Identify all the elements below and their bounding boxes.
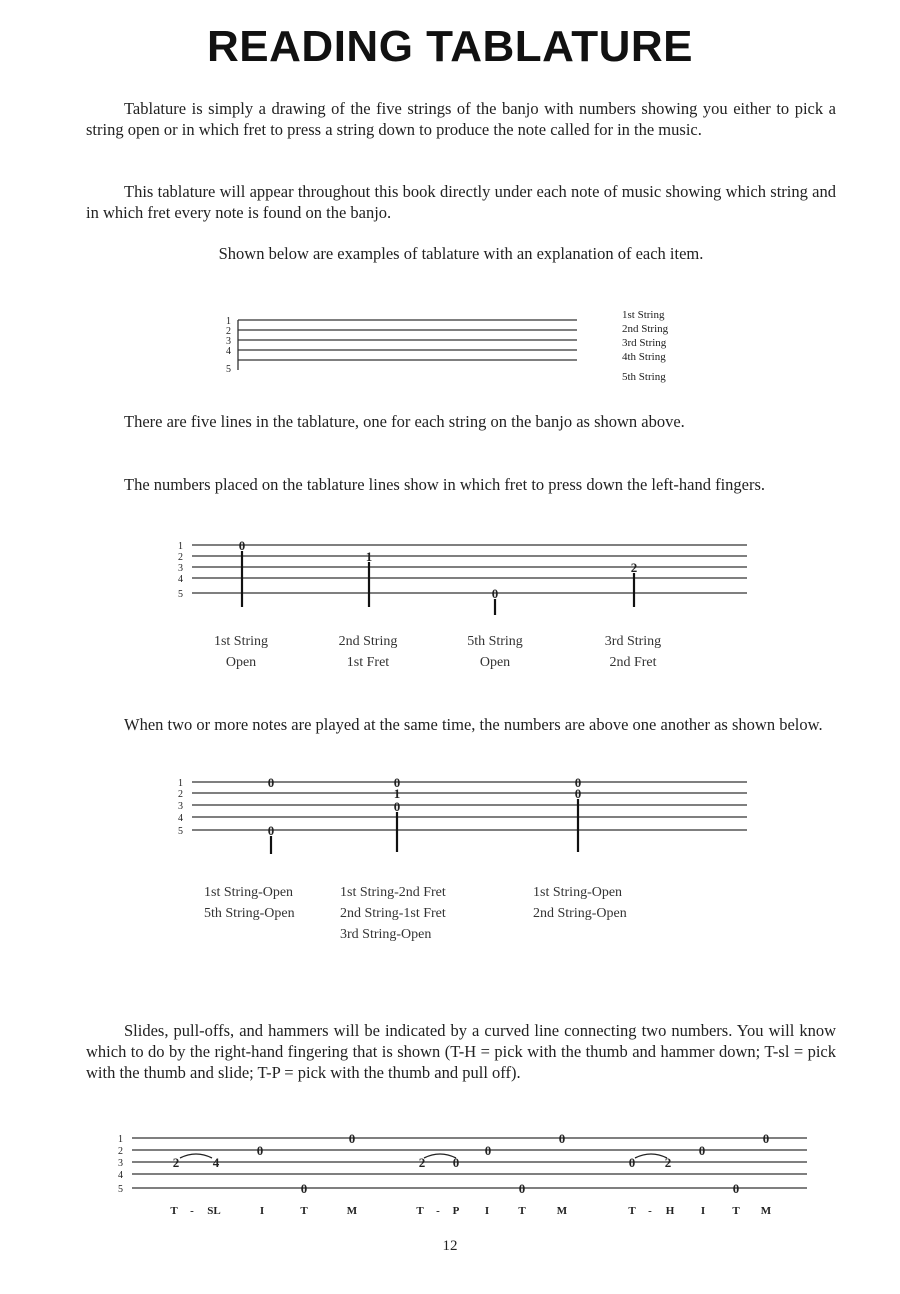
tab-note: 0 bbox=[628, 1155, 636, 1170]
fingering-mark: SL bbox=[207, 1205, 221, 1217]
intro-paragraph: Tablature is simply a drawing of the five strings of the banjo with numbers showing you either to pick a string open or in which fret to press a string down to produce the note called for in the music. bbox=[86, 99, 836, 139]
string-number: 4 bbox=[178, 813, 183, 824]
tab-note: 1 bbox=[365, 549, 373, 564]
string-label: 1st String bbox=[622, 309, 665, 321]
tab-example-2 bbox=[172, 772, 772, 857]
tab-note: 0 bbox=[484, 1143, 492, 1158]
string-number: 2 bbox=[226, 326, 231, 337]
caption-line: 1st Fret bbox=[346, 655, 390, 670]
fingering-mark: T bbox=[628, 1205, 636, 1217]
slide-curve bbox=[180, 1154, 212, 1158]
fingering-mark: I bbox=[484, 1205, 490, 1217]
tab-note: 2 bbox=[630, 560, 638, 575]
string-number: 4 bbox=[226, 346, 231, 357]
string-number: 5 bbox=[118, 1184, 123, 1195]
string-number: 5 bbox=[178, 589, 183, 600]
string-number: 2 bbox=[178, 789, 183, 800]
string-number: 1 bbox=[226, 316, 231, 327]
string-label: 3rd String bbox=[622, 337, 667, 349]
caption bbox=[186, 631, 296, 673]
string-number: 4 bbox=[118, 1170, 123, 1181]
string-number: 2 bbox=[178, 552, 183, 563]
fingering-mark: T bbox=[416, 1205, 424, 1217]
fingering-mark: T bbox=[300, 1205, 308, 1217]
tab-note: 0 bbox=[518, 1181, 526, 1196]
fingering-mark: H bbox=[665, 1205, 675, 1217]
caption bbox=[204, 882, 334, 924]
caption-line: 1st String-2nd Fret bbox=[340, 885, 446, 900]
fingering-mark: T bbox=[518, 1205, 526, 1217]
fingering-mark: T bbox=[170, 1205, 178, 1217]
string-number: 3 bbox=[178, 801, 183, 812]
caption-line: 2nd Fret bbox=[609, 655, 657, 670]
fingering-mark: P bbox=[452, 1205, 460, 1217]
string-number: 4 bbox=[178, 574, 183, 585]
caption-line: 3rd String-Open bbox=[340, 927, 432, 942]
string-number: 1 bbox=[118, 1134, 123, 1145]
tab-note: 0 bbox=[393, 799, 401, 814]
appear-paragraph: This tablature will appear throughout this book directly under each note of music showing which string and in which fret every note is found on the banjo. bbox=[86, 182, 836, 222]
tab-note: 0 bbox=[574, 786, 582, 801]
shown-below-text: Shown below are examples of tablature with an explanation of each item. bbox=[218, 244, 704, 263]
string-number: 3 bbox=[118, 1158, 123, 1169]
tab-note: 2 bbox=[172, 1155, 180, 1170]
caption bbox=[340, 882, 490, 945]
tab-note: 0 bbox=[762, 1131, 770, 1146]
caption-line: Open bbox=[479, 655, 511, 670]
fingering-mark: T bbox=[732, 1205, 740, 1217]
tab-note: 0 bbox=[348, 1131, 356, 1146]
fingering-mark: M bbox=[556, 1205, 568, 1217]
string-label: 2nd String bbox=[622, 323, 669, 335]
tab-note: 0 bbox=[574, 775, 582, 790]
two-notes-paragraph: When two or more notes are played at the same time, the numbers are above one another as shown below. bbox=[124, 715, 823, 734]
string-label: 5th String bbox=[622, 371, 666, 383]
string-number: 2 bbox=[118, 1146, 123, 1157]
caption bbox=[578, 631, 688, 673]
caption-line: 1st String-Open bbox=[533, 885, 623, 900]
string-label: 4th String bbox=[622, 351, 666, 363]
string-number: 1 bbox=[178, 778, 183, 789]
tab-note: 0 bbox=[300, 1181, 308, 1196]
five-lines-paragraph: There are five lines in the tablature, one for each string on the banjo as shown above. bbox=[124, 412, 685, 431]
fingering-mark: - bbox=[436, 1205, 440, 1217]
string-number: 3 bbox=[178, 563, 183, 574]
caption-line: 2nd String-Open bbox=[533, 906, 627, 921]
fingering-mark: M bbox=[760, 1205, 772, 1217]
tab-example-1 bbox=[172, 535, 772, 620]
tab-note: 0 bbox=[491, 586, 499, 601]
tab-note: 0 bbox=[267, 823, 275, 838]
string-number: 1 bbox=[178, 541, 183, 552]
tab-note: 2 bbox=[664, 1155, 672, 1170]
slides-paragraph: Slides, pull-offs, and hammers will be indicated by a curved line connecting two numbers. You will know which to do by the right-hand fingering that is shown (T-H = pick with the thumb and hammer down; T-sl = pick with the thumb and slide; T-P = pick with the thumb and pull off). bbox=[86, 1021, 836, 1082]
tab-note: 2 bbox=[418, 1155, 426, 1170]
tab-note: 1 bbox=[393, 786, 401, 801]
tab-note: 0 bbox=[558, 1131, 566, 1146]
tab-note: 0 bbox=[732, 1181, 740, 1196]
caption bbox=[533, 882, 673, 924]
string-number: 3 bbox=[226, 336, 231, 347]
caption-line: 5th String-Open bbox=[204, 906, 295, 921]
tab-note: 0 bbox=[452, 1155, 460, 1170]
tab-note: 0 bbox=[267, 775, 275, 790]
string-diagram bbox=[222, 310, 702, 390]
caption bbox=[440, 631, 550, 673]
caption-line: 1st String-Open bbox=[204, 885, 294, 900]
tab-note: 0 bbox=[238, 538, 246, 553]
caption-line: Open bbox=[225, 655, 257, 670]
caption-line: 2nd String bbox=[338, 634, 398, 649]
string-number: 5 bbox=[226, 364, 231, 375]
fingering-mark: - bbox=[648, 1205, 652, 1217]
page-title: READING TABLATURE bbox=[207, 22, 693, 71]
pull-off-curve bbox=[424, 1154, 456, 1158]
tab-note: 0 bbox=[698, 1143, 706, 1158]
page-number: 12 bbox=[442, 1238, 458, 1254]
caption-line: 3rd String bbox=[604, 634, 662, 649]
caption-line: 1st String bbox=[213, 634, 269, 649]
caption-line: 2nd String-1st Fret bbox=[340, 906, 446, 921]
caption-line: 5th String bbox=[467, 634, 523, 649]
tab-note: 4 bbox=[212, 1155, 220, 1170]
fingering-mark: I bbox=[259, 1205, 265, 1217]
numbers-paragraph: The numbers placed on the tablature lines show in which fret to press down the left-hand fingers. bbox=[124, 475, 766, 494]
fingering-mark: M bbox=[346, 1205, 358, 1217]
tab-example-3 bbox=[112, 1128, 822, 1223]
fingering-mark: - bbox=[190, 1205, 194, 1217]
hammer-curve bbox=[635, 1154, 667, 1158]
caption bbox=[313, 631, 423, 673]
fingering-mark: I bbox=[700, 1205, 706, 1217]
tab-note: 0 bbox=[393, 775, 401, 790]
string-number: 5 bbox=[178, 826, 183, 837]
tab-note: 0 bbox=[256, 1143, 264, 1158]
